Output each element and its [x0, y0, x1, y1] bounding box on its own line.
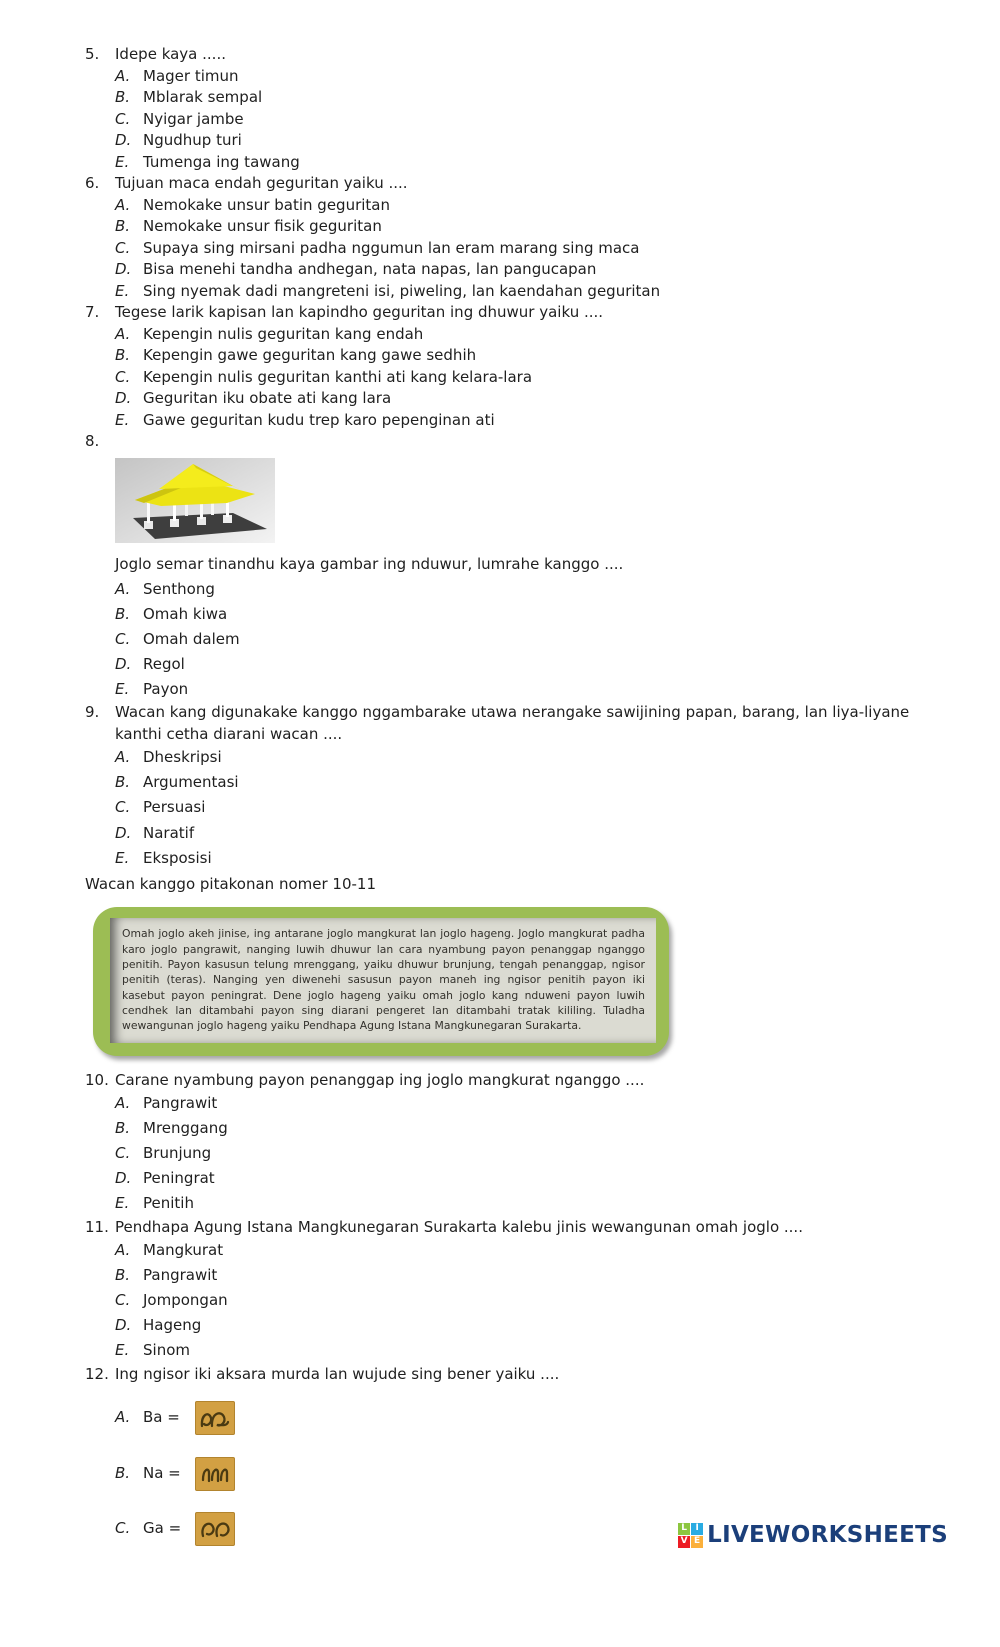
option-7-c[interactable]	[115, 367, 917, 389]
question-5	[85, 44, 917, 173]
option-text: Tumenga ing tawang	[143, 152, 300, 171]
option-text: Ngudhup turi	[143, 131, 242, 149]
option-text: Ba =	[143, 1408, 180, 1427]
option-letter: B.	[115, 217, 131, 235]
option-8-c[interactable]	[115, 627, 917, 652]
option-letter: C.	[115, 629, 131, 648]
question-text: Tegese larik kapisan lan kapindho geguritan ing dhuwur yaiku ....	[115, 303, 604, 321]
option-5-d[interactable]	[115, 130, 917, 152]
option-text: Ga =	[143, 1519, 182, 1538]
option-8-b[interactable]	[115, 602, 917, 627]
option-letter: D.	[115, 260, 132, 278]
option-letter: C.	[115, 1291, 131, 1310]
option-text: Kepengin gawe geguritan kang gawe sedhih	[143, 346, 477, 364]
option-text: Bisa menehi tandha andhegan, nata napas, lan pangucapan	[143, 260, 597, 278]
option-text: Omah dalem	[143, 629, 240, 648]
option-10-d[interactable]	[115, 1167, 917, 1192]
option-text: Brunjung	[143, 1144, 212, 1163]
options-list	[115, 66, 917, 174]
question-number: 12.	[85, 1364, 109, 1383]
joglo-semar-tinandhu-image	[115, 458, 275, 543]
question-text: Ing ngisor iki aksara murda lan wujude sing bener yaiku ....	[115, 1364, 560, 1383]
option-text: Mblarak sempal	[143, 88, 263, 106]
passage-text: Omah joglo akeh jinise, ing antarane joglo mangkurat lan joglo hageng. Joglo mangkurat padha karo joglo pangrawit, nanging luwih dhuwur lan cara nyambung payon penanggap nganggo penitih. Payon kasusun telung mrenggang, yaiku dhuwur brunjung, tengah penanggap, ngisor penitih (teras). Nanging yen diwenehi sasusun payon maneh ing ngisor penitih payon iki kasebut payon peningrat. Dene joglo hageng yaiku omah joglo kang nduweni payon luwih cendhek lan ditambahi payon sing diarani pengeret lan ditambahi tratak kililing. Tuladha wewangunan joglo hageng yaiku Pendhapa Agung Istana Mangkunegaran Surakarta.	[122, 927, 645, 1033]
option-letter: C.	[115, 1519, 131, 1538]
aksara-ba-image	[195, 1401, 235, 1435]
option-text: Eksposisi	[143, 848, 212, 867]
option-letter: A.	[115, 579, 131, 598]
option-6-a[interactable]	[115, 195, 917, 217]
option-text: Peningrat	[143, 1169, 215, 1188]
option-letter: A.	[115, 1094, 131, 1113]
option-text: Sinom	[143, 1341, 190, 1360]
options-list	[115, 1238, 917, 1363]
option-letter: A.	[115, 748, 131, 767]
question-number: 6.	[85, 174, 100, 192]
option-letter: E.	[115, 1341, 130, 1360]
option-letter: A.	[115, 66, 131, 85]
question-text: Carane nyambung payon penanggap ing joglo mangkurat nganggo ....	[115, 1070, 645, 1089]
option-5-b[interactable]	[115, 87, 917, 109]
option-letter: D.	[115, 1169, 132, 1188]
option-text: Persuasi	[143, 798, 206, 817]
option-text: Dheskripsi	[143, 748, 222, 767]
question-text: Joglo semar tinandhu kaya gambar ing nduwur, lumrahe kanggo ....	[115, 554, 624, 573]
question-8	[85, 431, 917, 702]
option-6-e[interactable]	[115, 281, 917, 303]
worksheet-content	[85, 44, 917, 1566]
passage-note: Wacan kanggo pitakonan nomer 10-11	[85, 874, 376, 893]
question-text: Wacan kang digunakake kanggo nggambarake utawa nerangake sawijining papan, barang, lan liya-liyane kanthi cetha diarani wacan ....	[115, 703, 910, 743]
option-9-b[interactable]	[115, 771, 917, 796]
logo-square-i: I	[691, 1523, 703, 1535]
option-7-b[interactable]	[115, 345, 917, 367]
question-header	[85, 1070, 917, 1092]
logo-square-e: E	[691, 1536, 703, 1548]
option-text: Argumentasi	[143, 773, 239, 792]
aksara-ga-image	[195, 1512, 235, 1546]
question-header	[85, 1217, 917, 1239]
option-letter: C.	[115, 109, 131, 128]
question-12	[85, 1364, 917, 1548]
option-11-e[interactable]	[115, 1339, 917, 1364]
option-11-d[interactable]	[115, 1313, 917, 1338]
option-letter: D.	[115, 1316, 132, 1335]
option-11-c[interactable]	[115, 1288, 917, 1313]
option-letter: B.	[115, 604, 131, 623]
option-letter: E.	[115, 410, 130, 429]
option-6-c[interactable]	[115, 238, 917, 260]
option-10-a[interactable]	[115, 1091, 917, 1116]
question-text: Tujuan maca endah geguritan yaiku ....	[115, 174, 408, 192]
option-10-b[interactable]	[115, 1116, 917, 1141]
question-header	[85, 702, 917, 745]
option-letter: B.	[115, 88, 131, 106]
option-letter: D.	[115, 823, 132, 842]
question-number: 10.	[85, 1070, 109, 1089]
option-letter: C.	[115, 367, 131, 386]
option-9-d[interactable]	[115, 821, 917, 846]
option-text: Senthong	[143, 579, 215, 598]
option-9-c[interactable]	[115, 796, 917, 821]
option-11-b[interactable]	[115, 1263, 917, 1288]
option-5-e[interactable]	[115, 152, 917, 174]
option-text: Mrenggang	[143, 1119, 228, 1138]
option-letter: C.	[115, 1144, 131, 1163]
aksara-na-image	[195, 1457, 235, 1491]
question-9	[85, 702, 917, 870]
option-6-b[interactable]	[115, 216, 917, 238]
question-number: 5.	[85, 45, 100, 63]
option-text: Mangkurat	[143, 1241, 224, 1259]
liveworksheets-icon	[678, 1523, 703, 1548]
option-letter: A.	[115, 1241, 131, 1259]
option-5-c[interactable]	[115, 109, 917, 131]
option-text: Kepengin nulis geguritan kang endah	[143, 324, 424, 343]
option-letter: C.	[115, 238, 131, 257]
option-letter: E.	[115, 152, 130, 171]
question-7	[85, 302, 917, 431]
question-10	[85, 1070, 917, 1217]
question-header	[85, 173, 917, 195]
option-text: Jompongan	[143, 1291, 228, 1310]
logo-square-l: L	[678, 1523, 690, 1535]
question-number: 11.	[85, 1217, 109, 1236]
option-text: Mager timun	[143, 66, 239, 85]
option-letter: D.	[115, 389, 132, 407]
logo-wordmark: LIVEWORKSHEETS	[707, 1522, 948, 1548]
option-text: Regol	[143, 655, 185, 674]
question-number: 7.	[85, 303, 100, 321]
passage-scan	[110, 918, 656, 1042]
option-text: Sing nyemak dadi mangreteni isi, piweling, lan kaendahan geguritan	[143, 281, 661, 300]
option-text: Payon	[143, 680, 189, 699]
option-letter: D.	[115, 655, 132, 674]
option-10-c[interactable]	[115, 1141, 917, 1166]
option-text: Kepengin nulis geguritan kanthi ati kang kelara-lara	[143, 367, 533, 386]
option-text: Pangrawit	[143, 1094, 218, 1113]
option-text: Nemokake unsur batin geguritan	[143, 195, 391, 214]
option-8-d[interactable]	[115, 652, 917, 677]
option-letter: B.	[115, 346, 131, 364]
option-letter: E.	[115, 1194, 130, 1213]
option-letter: A.	[115, 1408, 131, 1427]
options-list	[115, 745, 917, 870]
option-letter: E.	[115, 680, 130, 699]
option-letter: B.	[115, 773, 131, 792]
passage-box	[93, 907, 669, 1055]
option-text: Gawe geguritan kudu trep karo pepenginan ati	[143, 410, 495, 429]
option-letter: B.	[115, 1266, 131, 1285]
option-8-a[interactable]	[115, 577, 917, 602]
option-7-a[interactable]	[115, 324, 917, 346]
question-header	[85, 1364, 917, 1386]
option-letter: E.	[115, 281, 130, 300]
option-9-a[interactable]	[115, 745, 917, 770]
question-number: 9.	[85, 703, 100, 722]
options-list	[115, 1091, 917, 1216]
option-11-a[interactable]	[115, 1238, 917, 1263]
option-text: Hageng	[143, 1316, 202, 1335]
option-letter: C.	[115, 798, 131, 817]
option-12-a[interactable]	[115, 1399, 917, 1437]
logo-square-v: V	[678, 1536, 690, 1548]
question-number: 8.	[85, 432, 100, 450]
option-letter: A.	[115, 324, 131, 343]
question-text: Pendhapa Agung Istana Mangkunegaran Surakarta kalebu jinis wewangunan omah joglo ....	[115, 1217, 803, 1236]
option-letter: A.	[115, 195, 131, 214]
option-12-b[interactable]	[115, 1455, 917, 1493]
option-8-e[interactable]	[115, 677, 917, 702]
option-6-d[interactable]	[115, 259, 917, 281]
option-text: Nemokake unsur fisik geguritan	[143, 217, 382, 235]
option-text: Geguritan iku obate ati kang lara	[143, 389, 392, 407]
option-letter: B.	[115, 1119, 131, 1138]
option-text: Na =	[143, 1463, 181, 1482]
option-9-e[interactable]	[115, 846, 917, 871]
question-11	[85, 1217, 917, 1364]
option-letter: D.	[115, 131, 132, 149]
options-list	[115, 195, 917, 303]
question-header	[85, 44, 917, 66]
options-list	[115, 324, 917, 432]
question-header	[85, 302, 917, 324]
question-text: Idepe kaya .....	[115, 45, 226, 63]
option-text: Omah kiwa	[143, 604, 228, 623]
liveworksheets-logo	[678, 1522, 948, 1548]
option-text: Pangrawit	[143, 1266, 218, 1285]
question-6	[85, 173, 917, 302]
option-text: Penitih	[143, 1194, 194, 1213]
option-7-d[interactable]	[115, 388, 917, 410]
option-5-a[interactable]	[115, 66, 917, 88]
option-text: Supaya sing mirsani padha nggumun lan eram marang sing maca	[143, 238, 640, 257]
option-7-e[interactable]	[115, 410, 917, 432]
question-header	[85, 431, 917, 453]
option-letter: B.	[115, 1463, 131, 1482]
option-letter: E.	[115, 848, 130, 867]
options-list	[115, 577, 917, 702]
option-text: Nyigar jambe	[143, 109, 244, 128]
option-10-e[interactable]	[115, 1192, 917, 1217]
option-text: Naratif	[143, 823, 195, 842]
